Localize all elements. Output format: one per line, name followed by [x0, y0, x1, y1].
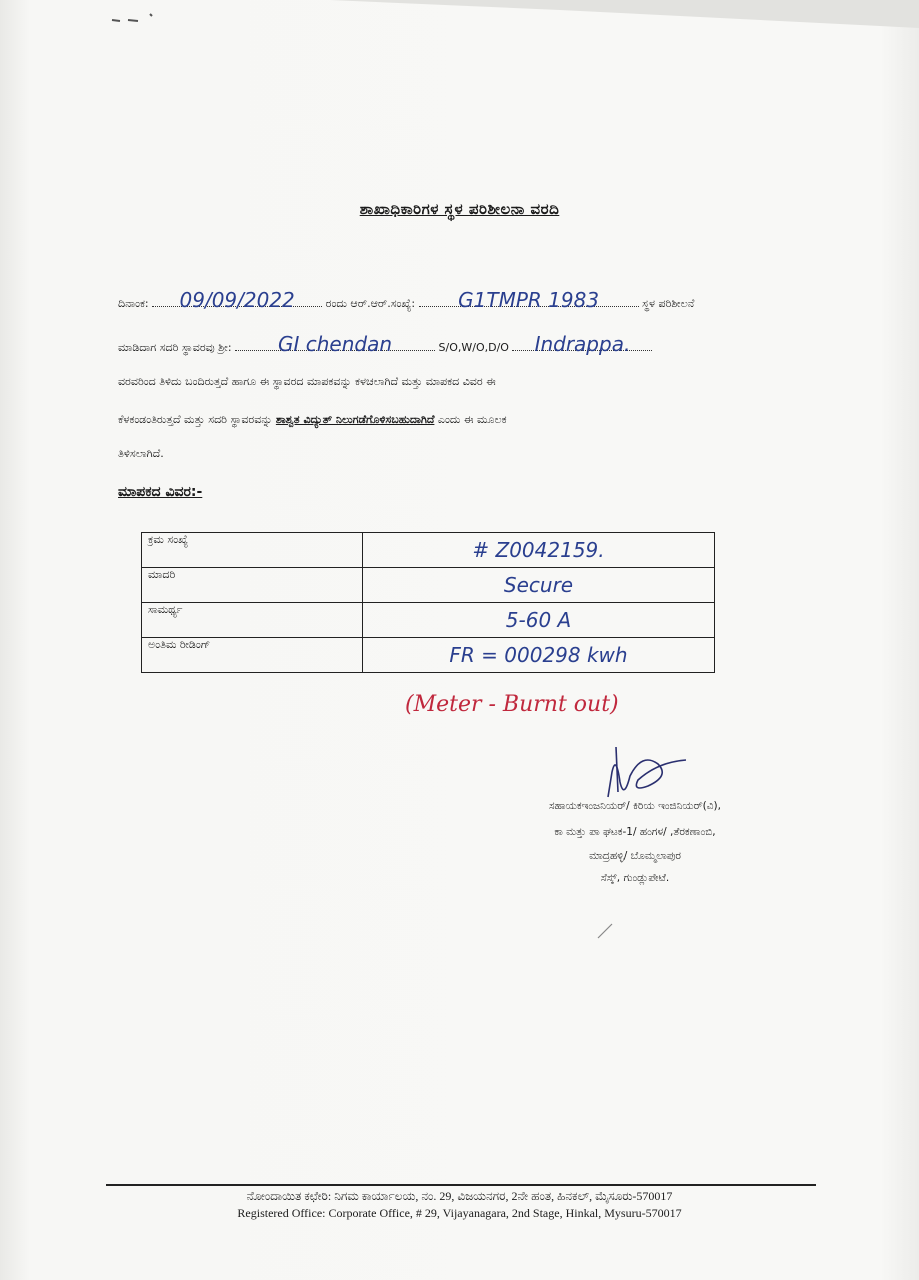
paragraph-line-3: ವರವರಿಂದ ತಿಳಿದು ಬಂದಿರುತ್ತದೆ ಹಾಗೂ ಈ ಸ್ಥಾವರದ ಮಾಪಕವನ್ನು ಕಳಚಲಾಗಿದೆ ಮತ್ತು ಮಾಪಕದ ವಿವರ ಈ: [118, 375, 496, 388]
table-row: [142, 568, 715, 603]
row-value: [363, 603, 715, 638]
rr-value: G1TMPR 1983: [458, 288, 600, 312]
paragraph-line-4: [118, 408, 826, 432]
row-label: ಮಾದರಿ: [142, 568, 363, 603]
row-value: [363, 568, 715, 603]
table-row: [142, 533, 715, 568]
date-field: [152, 288, 322, 312]
handwritten-value: Secure: [503, 573, 574, 597]
meter-details-table: [141, 532, 715, 673]
meter-details-heading: ಮಾಪಕದ ವಿವರ:-: [118, 484, 203, 500]
father-value: Indrappa.: [534, 332, 631, 356]
footer-english: Registered Office: Corporate Office, # 29, Vijayanagara, 2nd Stage, Hinkal, Mysuru-570017: [237, 1206, 682, 1220]
father-field: [512, 332, 652, 356]
officer-signature: [598, 742, 708, 802]
row-value: [363, 533, 715, 568]
date-label: ದಿನಾಂಕ:: [118, 297, 149, 310]
footer-divider: [106, 1184, 816, 1186]
rr-field: [419, 288, 639, 312]
paragraph-line-5: ತಿಳಿಸಲಾಗಿದೆ.: [118, 447, 164, 460]
officer-line-2: ಕಾ ಮತ್ತು ಪಾ ಘಟಕ-1/ ಹಂಗಳ/ ,ತೆರಕಣಾಂಬಿ,: [554, 826, 716, 838]
row-value: [363, 638, 715, 673]
row-label: ಅಂತಿಮ ರೀಡಿಂಗ್: [142, 638, 363, 673]
relation-label: S/O,W/O,D/O: [438, 341, 509, 354]
officer-line-4: ಸೆಸ್ಕ್, ಗುಂಡ್ಲುಪೇಟೆ.: [600, 872, 670, 884]
officer-line-3: ಮಾದ್ರಹಳ್ಳಿ/ ಬೊಮ್ಮಲಾಪುರ: [589, 850, 681, 862]
permanent-disconnection-text: ಶಾಶ್ವತ ವಿದ್ಯುತ್ ನಿಲುಗಡೆಗೊಳಿಸಬಹುದಾಗಿದೆ: [275, 413, 435, 426]
line4-start: ಕೆಳಕಂಡಂತಿರುತ್ತದೆ ಮತ್ತು ಸದರಿ ಸ್ಥಾವರವನ್ನು: [118, 413, 273, 426]
name-field: [235, 332, 435, 356]
line4-end: ಎಂದು ಈ ಮೂಲಕ: [437, 413, 507, 426]
name-value: GI chendan: [278, 332, 393, 356]
date-value: 09/09/2022: [179, 288, 295, 312]
page-title: ಶಾಖಾಧಿಕಾರಿಗಳ ಸ್ಥಳ ಪರಿಶೀಲನಾ ವರದಿ: [359, 200, 560, 218]
handwritten-value: FR = 000298 kwh: [449, 643, 628, 667]
paragraph-line-2: [118, 332, 826, 356]
handwritten-value: 5-60 A: [505, 608, 572, 632]
row-label: ಕ್ರಮ ಸಂಖ್ಯೆ: [142, 533, 363, 568]
rr-label: ರಂದು ಆರ್.ಆರ್.ಸಂಖ್ಯೆ:: [325, 297, 416, 310]
line1-end: ಸ್ಥಳ ಪರಿಶೀಲನೆ: [642, 297, 695, 310]
row-label: ಸಾಮರ್ಥ್ಯ: [142, 603, 363, 638]
footer-kannada: ನೋಂದಾಯಿತ ಕಛೇರಿ: ನಿಗಮ ಕಾರ್ಯಾಲಯ, ನಂ. 29, ವಿಜಯನಗರ, 2ನೇ ಹಂತ, ಹಿನಕಲ್, ಮೈಸೂರು-570017: [246, 1189, 673, 1203]
line2-start: ಮಾಡಿದಾಗ ಸದರಿ ಸ್ಥಾವರವು ಶ್ರೀ:: [118, 341, 232, 354]
officer-line-1: ಸಹಾಯಕಇಂಜನಿಯರ್/ ಕಿರಿಯ ಇಂಜಿನಿಯರ್(ವಿ),: [549, 800, 721, 812]
table-row: [142, 603, 715, 638]
table-row: [142, 638, 715, 673]
tick-mark: [596, 922, 616, 940]
meter-remark: (Meter - Burnt out): [405, 692, 619, 717]
handwritten-value: # Z0042159.: [472, 538, 605, 562]
paragraph-line-1: [118, 288, 826, 312]
page-corner-marks: [0, 0, 919, 40]
